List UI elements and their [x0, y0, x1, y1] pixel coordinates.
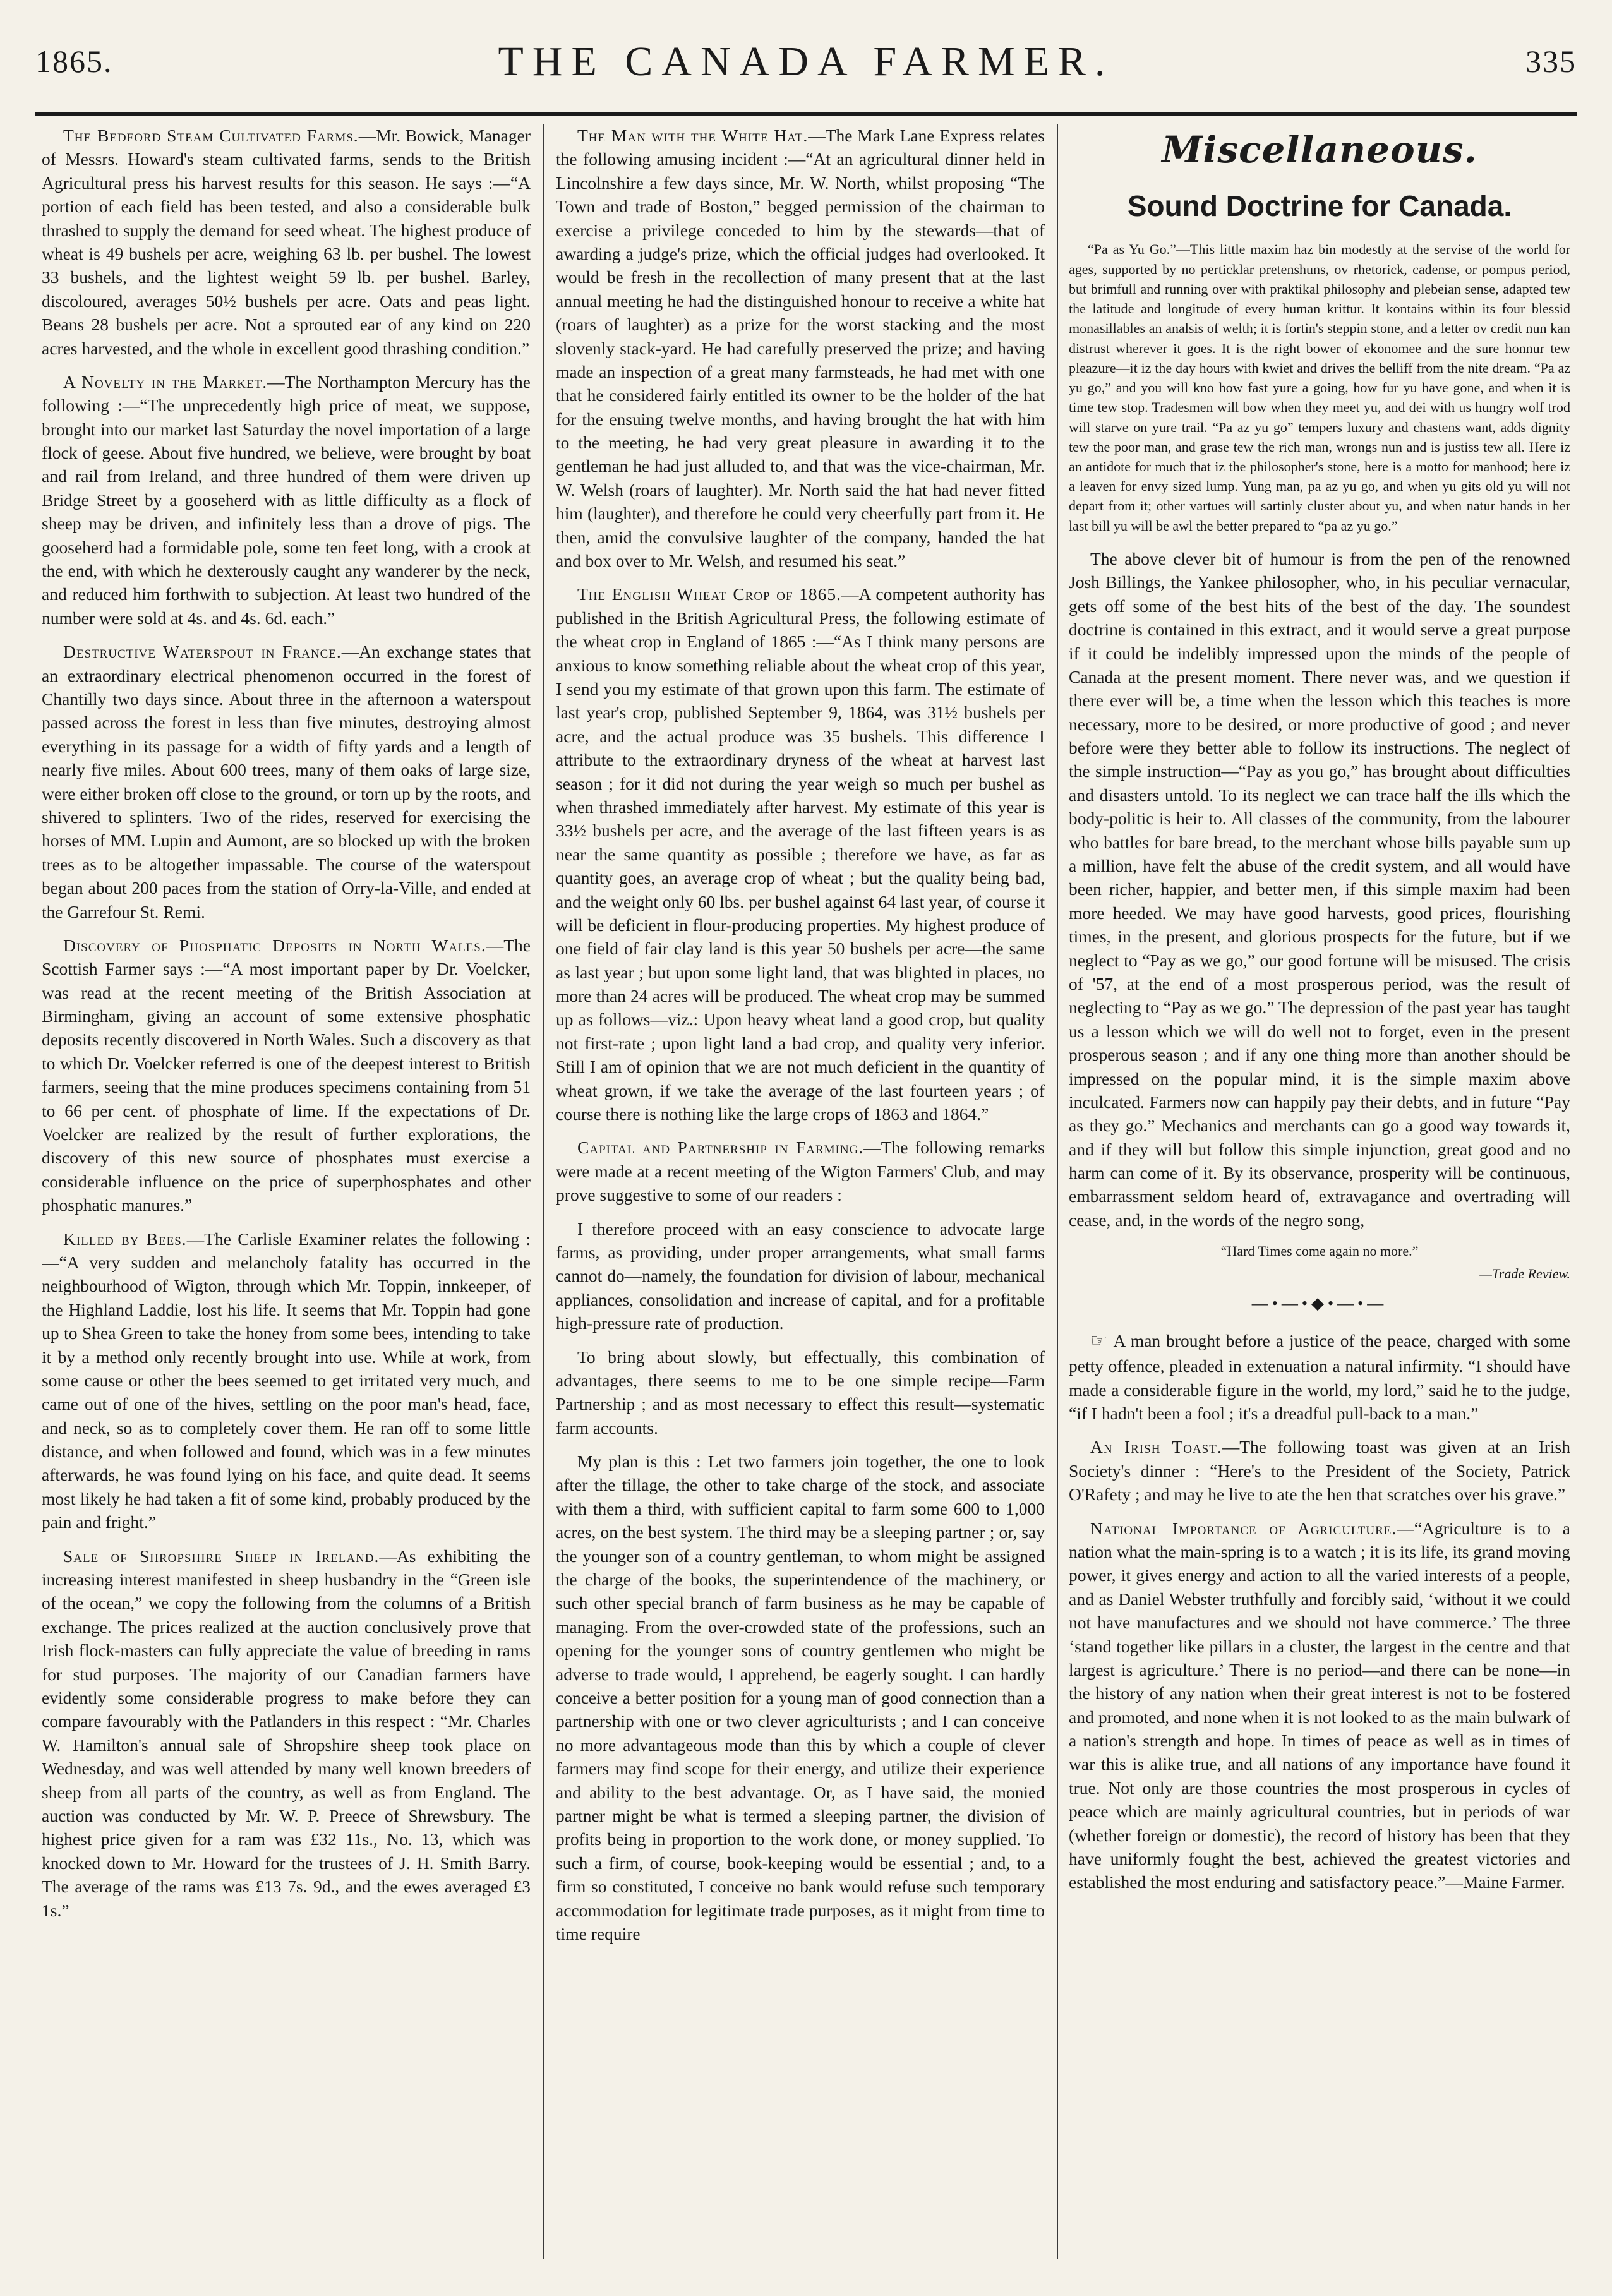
- article-text: —As exhibiting the increasing interest manifested in sheep husbandry in the “Green isle of the ocean,” we copy the following from the columns of a British exchange. The prices realized at the auction conclusively prove that Irish flock-masters can fully appreciate the value of breeding in rams for stud purposes. The majority of our Canadian farmers have evidently some considerable progress to make before they can compare favourably with the Patlanders in this respect : “Mr. Charles W. Hamilton's annual sale of Shropshire sheep took place on Wednesday, and was well attended by many well known breeders of sheep from all parts of the country, as well as from England. The auction was conducted by Mr. W. P. Preece of Shrewsbury. The highest price given for a ram was £32 11s., No. 13, which was knocked down to Mr. Howard for the trustees of J. H. Smith Barry. The average of the rams was £13 7s. 9d., and the ewes averaged £3 1s.”: [42, 1546, 531, 1920]
- article-text: To bring about slowly, but effectually, this combination of advantages, there seems to me to be one simple recipe—Farm Partnership ; and as most necessary to effect this result—systematic farm accounts.: [556, 1347, 1045, 1438]
- article-text: My plan is this : Let two farmers join together, the one to look after the tillage, the other to take charge of the stock, and associate with them a third, with sufficient capital to farm some 600 to 1,000 acres, on the best system. The third may be a sleeping partner ; or, say the younger son of a country gentleman, to whom might be assigned the charge of the books, the superintendence of the machinery, or such other special branch of farm business as he may be capable of managing. From the over-crowded state of the professions, such an opening for the younger sons of country gentlemen who might be adverse to trade would, I apprehend, be eagerly sought. I can hardly conceive a better position for a young man of good connection than a partnership with one or two clever agriculturists ; and I can conceive no more advantageous mode than this by which a couple of clever farmers may find scope for their energy, and utilize their experience and ability to the best advantage. Or, as I have said, the monied partner might be what is termed a sleeping partner, the division of profits being in proportion to the work done, or money supplied. To such a firm, of course, book-keeping would be essential ; and, to a firm so constituted, I conceive no bank would refuse such temporary accommodation for legitimate trade purposes, as it might from time to time require: [556, 1452, 1045, 1944]
- column-3: [1069, 124, 1570, 2259]
- article-paragraph: [556, 1450, 1045, 1945]
- article-text: —“Agriculture is to a nation what the main-spring is to a watch ; it is its life, its grand moving power, it gives energy and action to all the varied interests of a people, and as Daniel Webster truthfully and forcibly said, ‘without it we could not have manufactures and we should not have commerce.’ The three ‘stand together like pillars in a cluster, the largest in the centre and that largest is agriculture.’ There is no period—and there can be none—in the history of any nation when their great interest is not to be fostered and promoted, and none when it is not looked to as the main bulwark of a nation's strength and hope. In times of peace as well as in times of war this is alike true, and all nations of any importance have found it true. Not only are those countries the most prosperous in cycles of peace which are mainly agricultural countries, but in periods of war (whether foreign or domestic), the record of history has been that they have uniformly fought the best, achieved the greatest victories and established the most enduring and satisfactory peace.”—Maine Farmer.: [1069, 1518, 1570, 1892]
- article-heading: The Bedford Steam Cultivated Farms.: [63, 126, 359, 145]
- article-paragraph: [42, 1227, 531, 1534]
- header-rule: [35, 112, 1577, 116]
- article-paragraph: [1069, 1435, 1570, 1506]
- article-heading: Destructive Waterspout in France.: [63, 642, 342, 662]
- article-paragraph: [1069, 1517, 1570, 1894]
- article-title: Sound Doctrine for Canada.: [1127, 189, 1512, 222]
- article-text: —The Northampton Mercury has the following :—“The unprecedently high price of meat, we suppose, brought into our market last Saturday the novel importation of a large flock of geese. About five hundred, we believe, were brought by boat and rail from Ireland, and three hundred of them were driven up Bridge Street by a gooseherd with as little difficulty as a flock of sheep may be driven, and infinitely less than a drove of pigs. The gooseherd had a formidable pole, some ten feet long, with a crook at the end, with which he dexterously caught any wanderer by the neck, and reduced him forthwith to subjection. At least two hundred of the number were sold at 4s. and 4s. 6d. each.”: [42, 371, 531, 628]
- masthead-title: THE CANADA FARMER.: [498, 39, 1114, 85]
- article-heading: Discovery of Phosphatic Deposits in North Wales.: [63, 935, 486, 955]
- article-heading: The English Wheat Crop of 1865.: [577, 584, 841, 604]
- section-ornament: —•—•◆•—•—: [1251, 1294, 1388, 1313]
- article-heading: Capital and Partnership in Farming.: [577, 1138, 864, 1158]
- article-text: —Mr. Bowick, Manager of Messrs. Howard's steam cultivated farms, sends to the British Agricultural press his harvest results for this season. He says :—“A portion of each field has been tested, and also a considerable bulk thrashed to supply the demand for seed wheat. The highest produce of wheat is 49 bushels per acre, weighing 63 lb. per bushel. The lowest 33 bushels, and the lightest weight 59 lb. per bushel. Barley, discoloured, averages 50½ bushels per acre. Oats and peas light. Beans 28 bushels per acre. Not a sprouted ear of any kind on 220 acres harvested, and the whole in excellent good thrashing condition.”: [42, 126, 531, 358]
- article-heading: An Irish Toast.: [1090, 1437, 1222, 1457]
- article-paragraph: [556, 124, 1045, 572]
- article-text: —A competent authority has published in the British Agricultural Press, the following estimate of the wheat crop in England of 1865 :—“As I think many persons are anxious to know something reliable about the wheat crop of this year, I send you my estimate of that grown upon this farm. The estimate of last year's crop, published September 9, 1864, was 31½ bushels per acre, and the actual produce was 35 bushels. This difference I attribute to the extraordinary dryness of the wheat at harvest last season ; for it did not during the year weigh so much per bushel as when thrashed immediately after harvest. My estimate of this year is 33½ bushels per acre, and the average of the last fifteen years is as near the same quantity as possible ; therefore we have, as far as quantity goes, an average crop of wheat ; but the quality being bad, and the weight only 60 lbs. per bushel against 64 last year, of course it will be deficient in flour-producing properties. My highest produce of one field of fair clay land is this year 50 bushels per acre—the same as last year ; but upon some light land, that was blighted in places, no more than 24 acres will be produced. The wheat crop may be summed up as follows—viz.: Upon heavy wheat land a good crop, but quality not first-rate ; upon light land a bad crop, and quality very inferior. Still I am of opinion that we are not much deficient in the quantity of wheat grown, if we take the average of the last fourteen years ; of course there is nothing like the large crops of 1863 and 1864.”: [556, 584, 1045, 1124]
- article-body: [1069, 547, 1570, 1232]
- issue-year: 1865.: [35, 44, 113, 79]
- article-text: —An exchange states that an extraordinary electrical phenomenon occurred in the forest of Chantilly two days since. About three in the afternoon a waterspout passed across the forest in less than five minutes, destroying almost everything in its passage for a width of fifty yards and a length of nearly five miles. About 600 trees, many of them oaks of large size, were either broken off close to the ground, or torn up by the roots, and shivered to splinters. Two of the rides, reserved for exercising the horses of MM. Lupin and Aumont, are so blocked up with the broken trees as to be altogether impassable. The course of the waterspout began about 200 paces from the station of Orry-la-Ville, and ended at the Garrefour St. Remi.: [42, 642, 531, 922]
- song-verse: “Hard Times come again no more.”: [1220, 1243, 1419, 1259]
- article-heading: Killed by Bees.: [63, 1229, 187, 1249]
- article-paragraph: [556, 582, 1045, 1126]
- article-text: —The Mark Lane Express relates the following amusing incident :—“At an agricultural dinner held in Lincolnshire a few days since, Mr. W. North, whilst proposing “The Town and trade of Boston,” begged permission of the chairman to exercise a privilege conceded to him by the stewards—that of awarding a judge's prize, which the official judges had overlooked. It would be fresh in the recollection of many present that at the last annual meeting he had the distinguished honour to receive a white hat (roars of laughter) as a prize for the worst stacking and the most slovenly stack-yard. He had carefully preserved the prize; and having made an inspection of a great many farmsteads, he had met with one that he considered fairly entitled its owner to be the holder of the hat for the ensuing twelve months, and having brought the hat with him to the meeting, he had very great pleasure in awarding it to the gentleman he had just alluded to, and that was the vice-chairman, Mr. W. Welsh (roars of laughter). Mr. North said the hat had never fitted him (laughter), and therefore he could very cheerfully part from it. He then, amid the convulsive laughter of the company, handed the hat and box over to Mr. Welsh, and resumed his seat.”: [556, 126, 1045, 571]
- article-paragraph: [42, 934, 531, 1217]
- column-divider: [1057, 124, 1058, 2259]
- quote-paragraph: “Pa as Yu Go.”—This little maxim haz bin modestly at the servise of the world for ages, supported by no perticklar pretenshuns, ov rhetorick, cadense, or pompus period, but brimfull and running over with praktikal philosophy and plebeian sense, adapted tew the latitude and longitude of every human krittur. It kontains within its four blessid monasillables an analsis of welth; it is fortin's steppin stone, and a letter ov credit nun kan distrust wherever it goes. It is the right bower of ekonomee and the sure honnur tew pleazure—it iz the day hours with kwiet and drives the belliff from the nite dream. “Pa az yu go,” and you will kno how fast yure a going, how fur yu have gone, and when it is time tew stop. Tradesmen will bow when they meet yu, and dei with us hungry wolf trod will starve on yure trail. “Pa az yu go” tempers luxury and chastens want, adds dignity tew the poor man, and grase tew the rich man, wrongs nun and is justiss tew all. Here iz an antidote for much that iz the philosopher's stone, here is a motto for manhood; here iz a leaven for envy sized lump. Yung man, pa az yu go, and when yu gits old yu will not depart from it; other vartues will sartinly cluster about yu, and when natur hands in her last bill yu will be awl the better prepared to “pa az yu go.”: [1069, 241, 1570, 534]
- article-paragraph: [556, 1217, 1045, 1335]
- page-number: 335: [1525, 44, 1577, 79]
- quoted-passage: [1069, 239, 1570, 536]
- article-text: I therefore proceed with an easy conscience to advocate large farms, as providing, under proper arrangements, what small farms cannot do—namely, the foundation for division of labour, mechanical appliances, consolidation and increase of capital, and for a profitable high-pressure rate of production.: [556, 1218, 1045, 1333]
- column-2: [556, 124, 1045, 2259]
- article-paragraph: [42, 1544, 531, 1922]
- article-paragraph: [42, 370, 531, 630]
- article-heading: The Man with the White Hat.: [577, 126, 809, 145]
- article-text: —The following toast was given at an Irish Society's dinner : “Here's to the President of the Society, Patrick O'Rafety ; and may he live to ate the hen that scratches over his grave.”: [1069, 1437, 1570, 1505]
- column-1: [42, 124, 531, 2259]
- article-paragraph: [42, 640, 531, 923]
- miscellany-items: [1069, 1328, 1570, 1894]
- source-credit: —Trade Review.: [1479, 1266, 1570, 1282]
- article-paragraph: [42, 124, 531, 360]
- article-paragraph: [556, 1345, 1045, 1440]
- section-title: Miscellaneous.: [1162, 128, 1477, 171]
- article-paragraph: The above clever bit of humour is from the pen of the renowned Josh Billings, the Yankee philosopher, who, in his peculiar vernacular, gets off some of the best hits of the best of the day. The soundest doctrine is contained in this extract, and it would serve a great purpose if it could be indelibly impressed upon the minds of the people of Canada at the present moment. There never was, and we question if there ever will be, a time when the lesson which this teaches is more necessary, more to be desired, or more productive of good ; and never before were they better able to follow its instructions. The neglect of the simple instruction—“Pay as you go,” has brought about difficulties and disasters untold. To its neglect we can trace half the ills which the body-politic is heir to. All classes of the community, from the labourer who battles for bare bread, to the merchant whose bills payable sum up a million, have felt the abuse of the credit system, and all would have been richer, happier, and better men, if this simple maxim had been more heeded. We may have good harvests, good prices, flourishing times, in the present, and glorious prospects for the future, but if we neglect to “Pay as we go,” our good fortune will be misused. The crisis of '57, at the end of a most prosperous period, was the result of neglecting to “Pay as we go.” The depression of the past year has taught us a lesson which we will do well not to forget, even in the present prosperous season ; and if any one thing more than another should be impressed on the popular mind, it is the simple maxim above inculcated. Farmers now can happily pay their debts, and in future “Pay as they go.” Mechanics and merchants can go a good way towards it, and if they will but follow this simple injunction, great good and no harm can come of it. By its observance, prosperity will be continuous, embarrassment seldom heard of, extravagance and overtrading will cease, and, in the words of the negro song,: [1069, 548, 1570, 1230]
- article-heading: A Novelty in the Market.: [63, 371, 268, 392]
- article-heading: National Importance of Agriculture.: [1090, 1518, 1397, 1538]
- article-paragraph: [556, 1136, 1045, 1206]
- article-text: —The Scottish Farmer says :—“A most important paper by Dr. Voelcker, was read at the recent meeting of the British Association at Birmingham, giving an account of some extensive phosphatic deposits recently discovered in North Wales. Such a discovery as that to which Dr. Voelcker referred is one of the deepest interest to British farmers, seeing that the mine produces specimens containing from 51 to 66 per cent. of phosphate of lime. If the expectations of Dr. Voelcker are realized by the result of further explorations, the discovery of this new source of phosphates must exercise a considerable influence on the price of superphosphates and other phosphatic manures.”: [42, 935, 531, 1215]
- article-heading: Sale of Shropshire Sheep in Ireland.: [63, 1546, 380, 1566]
- pointing-hand-icon: ☞: [1090, 1330, 1114, 1352]
- article-text: —The following remarks were made at a recent meeting of the Wigton Farmers' Club, and may prove suggestive to some of our readers :: [556, 1138, 1045, 1205]
- column-divider: [543, 124, 544, 2259]
- article-text: A man brought before a justice of the peace, charged with some petty offence, pleaded in extenuation a natural infirmity. “I should have made a considerable figure in the world, my lord,” said he to the judge, “if I hadn't been a fool ; it's a dreadful pull-back to a man.”: [1069, 1331, 1570, 1424]
- article-text: —The Carlisle Examiner relates the following :—“A very sudden and melancholy fatality has occurred in the neighbourhood of Wigton, through which Mr. Toppin, innkeeper, of the Highland Laddie, lost his life. It seems that Mr. Toppin had gone up to Shea Green to take the honey from some bees, intending to take it by a method only recently brought into use. While at work, from some cause or other the bees seemed to get irritated very much, and came out of one of the hives, settling on the poor man's head, face, and neck, so as to completely cover them. He ran off to some little distance, and when followed and found, which was in a few minutes afterwards, he was found lying on his face, and quite dead. It seems most likely he had taken a fit of some kind, probably produced by the pain and fright.”: [42, 1229, 531, 1532]
- page-header: [35, 32, 1577, 101]
- article-paragraph: [1069, 1328, 1570, 1425]
